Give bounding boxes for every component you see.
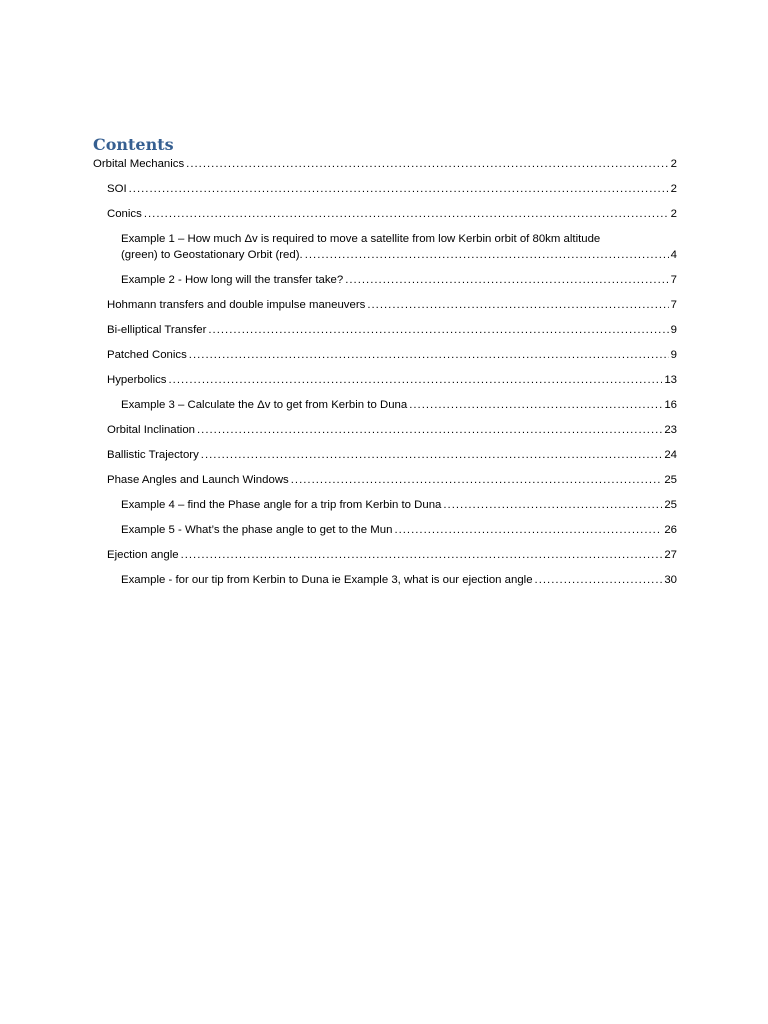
toc-leader-dots (394, 522, 662, 538)
toc-page-number: 9 (670, 349, 677, 361)
toc-page-number: 24 (664, 449, 677, 461)
toc-entry-title: Ballistic Trajectory (107, 449, 199, 461)
toc-entry-hyperbolics[interactable] (107, 372, 677, 388)
toc-entry-bi-elliptical-transfer[interactable] (107, 322, 677, 338)
toc-page-number: 30 (664, 574, 677, 586)
toc-leader-dots (201, 447, 663, 463)
toc-leader-dots (291, 472, 663, 488)
toc-leader-dots (409, 397, 662, 413)
toc-page-number: 2 (670, 208, 677, 220)
toc-entry-title: Bi-elliptical Transfer (107, 324, 207, 336)
toc-entry-ejection-angle[interactable] (107, 547, 677, 563)
toc-entry-soi[interactable] (107, 181, 677, 197)
toc-entry-title: Conics (107, 208, 142, 220)
toc-entry-title: Example 4 – find the Phase angle for a trip from Kerbin to Duna (121, 499, 442, 511)
toc-page-number: 7 (670, 299, 677, 311)
toc-page-number: 23 (664, 424, 677, 436)
toc-leader-dots (129, 181, 669, 197)
toc-leader-dots (345, 272, 668, 288)
toc-entry-title: Example 3 – Calculate the Δv to get from Kerbin to Duna (121, 399, 408, 411)
toc-leader-dots (208, 322, 668, 338)
toc-entry-title: SOI (107, 183, 127, 195)
toc-leader-dots (189, 347, 669, 363)
toc-entry-orbital-inclination[interactable] (107, 422, 677, 438)
toc-page-number: 2 (670, 183, 677, 195)
toc-entry-title: Example 5 - What’s the phase angle to get to the Mun (121, 524, 393, 536)
toc-leader-dots (169, 372, 663, 388)
toc-page-number: 27 (664, 549, 677, 561)
toc-page-number: 26 (664, 524, 677, 536)
toc-entry-title: Patched Conics (107, 349, 187, 361)
toc-page-number: 25 (664, 474, 677, 486)
toc-entry-example-4[interactable] (121, 497, 677, 513)
toc-entry-title: Ejection angle (107, 549, 179, 561)
toc-entry-example-3[interactable] (121, 397, 677, 413)
toc-entry-title: Orbital Inclination (107, 424, 196, 436)
toc-entry-title-line1: Example 1 – How much Δv is required to move a satellite from low Kerbin orbit of 80km altitude (121, 233, 601, 245)
toc-page-number: 25 (664, 499, 677, 511)
toc-leader-dots (443, 497, 662, 513)
toc-entry-patched-conics[interactable] (107, 347, 677, 363)
toc-entry-title: Phase Angles and Launch Windows (107, 474, 289, 486)
toc-leader-dots (144, 206, 669, 222)
toc-entry-example-ejection[interactable] (121, 572, 677, 588)
toc-entry-title-line2: (green) to Geostationary Orbit (red). (121, 249, 303, 261)
toc-entry-ballistic-trajectory[interactable] (107, 447, 677, 463)
toc-leader-dots (181, 547, 663, 563)
toc-entry-title: Hyperbolics (107, 374, 167, 386)
toc-entry-title: Hohmann transfers and double impulse maneuvers (107, 299, 366, 311)
toc-entry-orbital-mechanics[interactable] (93, 156, 677, 172)
toc-entry-phase-angles[interactable] (107, 472, 677, 488)
toc-entry-title: Example 2 - How long will the transfer take? (121, 274, 344, 286)
toc-entry-hohmann-transfers[interactable] (107, 297, 677, 313)
toc-entry-conics[interactable] (107, 206, 677, 222)
toc-leader-dots (197, 422, 662, 438)
toc-page-number: 7 (670, 274, 677, 286)
toc-leader-dots (186, 156, 668, 172)
toc-entry-title: Orbital Mechanics (93, 158, 185, 170)
toc-page-number: 16 (664, 399, 677, 411)
toc-page-number: 2 (670, 158, 677, 170)
toc-leader-dots (535, 572, 663, 588)
toc-page-number: 9 (670, 324, 677, 336)
contents-heading: Contents (93, 135, 174, 154)
toc-entry-title: Example - for our tip from Kerbin to Duna ie Example 3, what is our ejection angle (121, 574, 533, 586)
toc-entry-example-2[interactable] (121, 272, 677, 288)
toc-leader-dots (305, 247, 669, 263)
toc-page-number: 4 (670, 249, 677, 261)
toc-entry-example-1[interactable] (121, 231, 677, 263)
toc-leader-dots (367, 297, 668, 313)
toc-page-number: 13 (664, 374, 677, 386)
toc-entry-example-5[interactable] (121, 522, 677, 538)
table-of-contents (93, 156, 677, 588)
